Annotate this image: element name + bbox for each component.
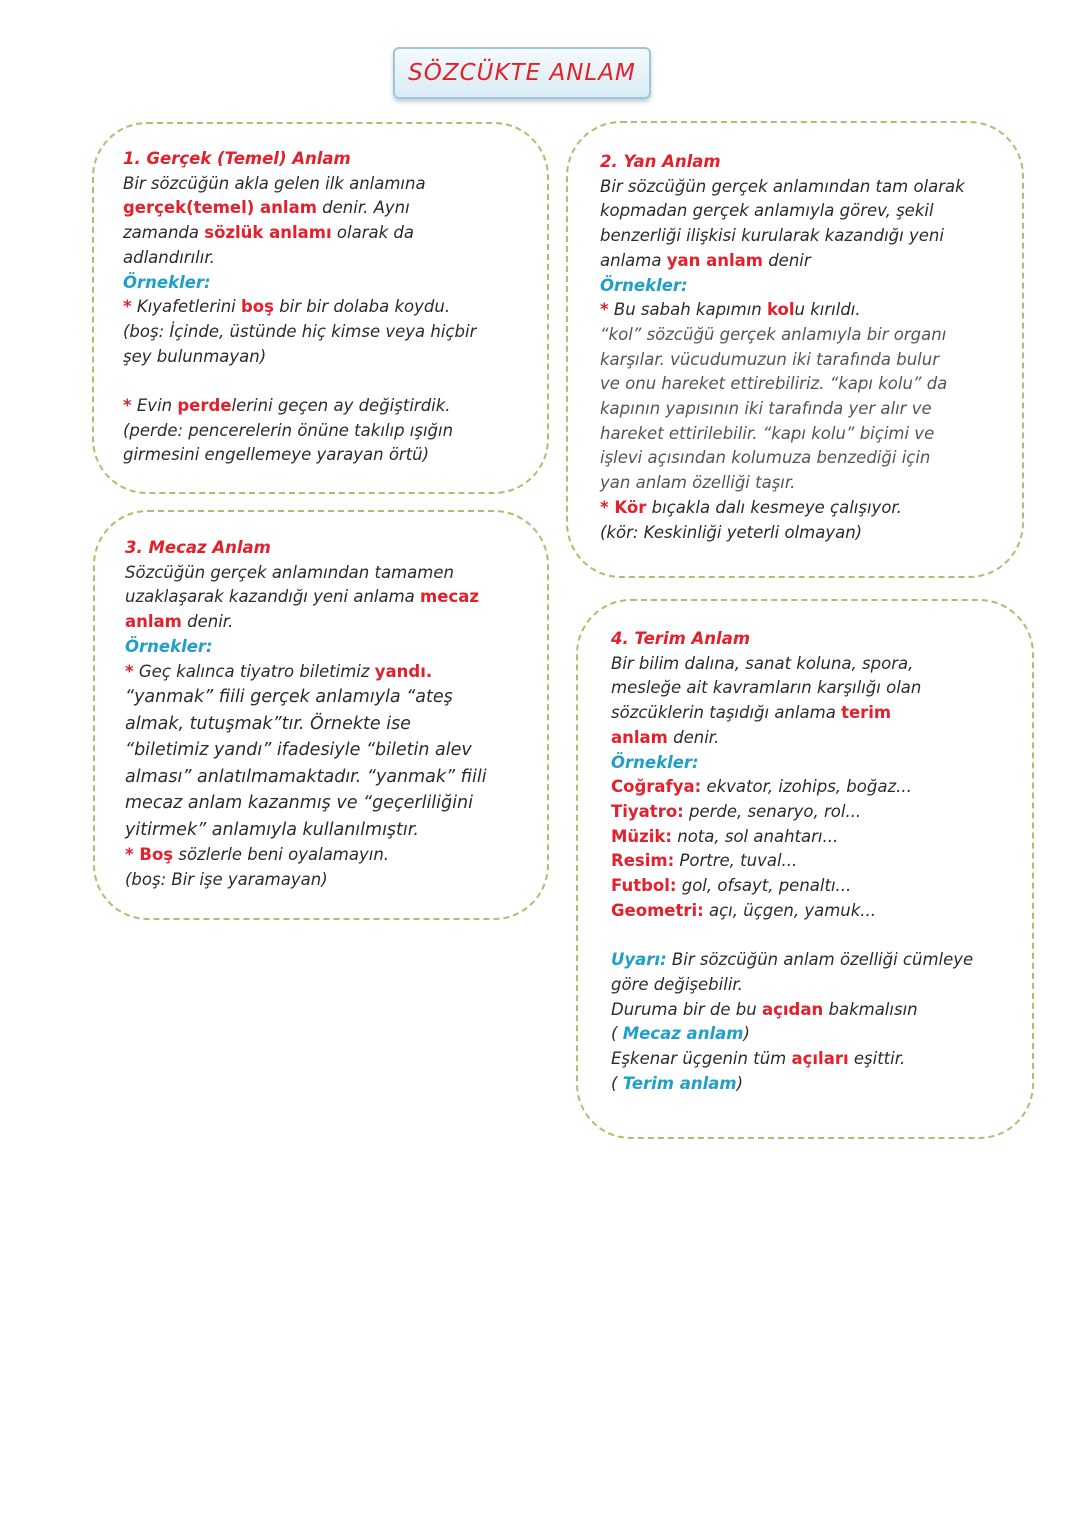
field-label: Resim:: [611, 851, 675, 871]
explanation-line: mecaz anlam kazanmış ve “geçerliliğini: [125, 793, 473, 814]
example: * Bu sabah kapımın kolu kırıldı.: [600, 300, 861, 320]
keyword: Boş: [133, 845, 174, 865]
field-label: Coğrafya:: [611, 777, 702, 797]
field-label: Müzik:: [611, 826, 672, 846]
examples-label: Örnekler:: [600, 275, 688, 295]
mecaz-line: anlam denir.: [125, 612, 234, 632]
term-example: Coğrafya: ekvator, izohips, boğaz...: [611, 777, 912, 797]
keyword: mecaz: [420, 587, 479, 607]
keyword: gerçek(temel) anlam: [123, 198, 317, 218]
examples-label: Örnekler:: [123, 272, 211, 292]
keyword: anlam: [611, 727, 668, 747]
terim-line: anlam denir.: [611, 727, 720, 747]
gercek-heading: 1. Gerçek (Temel) Anlam: [123, 149, 351, 168]
field-label: Geometri:: [611, 900, 704, 920]
gercek-line: Bir sözcüğün akla gelen ilk anlamına: [123, 173, 426, 193]
terim-line: Bir bilim dalına, sanat koluna, spora,: [611, 653, 914, 673]
warning-line: Uyarı: Bir sözcüğün anlam özelliği cümleye: [611, 950, 974, 970]
example: * Boş sözlerle beni oyalamayın.: [125, 845, 390, 865]
explanation-line: kapının yapısının iki tarafında yer alır ve: [600, 399, 932, 419]
explanation-line: ve onu hareket ettirebiliriz. “kapı kolu” da: [600, 374, 948, 394]
yan-line: Bir sözcüğün gerçek anlamından tam olarak: [600, 176, 965, 196]
yan-line: kopmadan gerçek anlamıyla görev, şekil: [600, 201, 934, 221]
explanation-line: “kol” sözcüğü gerçek anlamıyla bir organı: [600, 324, 947, 344]
terim-heading: 4. Terim Anlam: [611, 629, 751, 648]
warning-line: göre değişebilir.: [611, 974, 743, 994]
term-example: Futbol: gol, ofsayt, penaltı...: [611, 876, 852, 896]
example: * Kör bıçakla dalı kesmeye çalışıyor.: [600, 497, 902, 517]
explanation-line: yitirmek” anlamıyla kullanılmıştır.: [125, 819, 419, 840]
mecaz-line: uzaklaşarak kazandığı yeni anlama mecaz: [125, 587, 479, 607]
keyword: perde: [177, 396, 232, 416]
example-note: girmesini engellemeye yarayan örtü): [123, 445, 430, 465]
term-example: Geometri: açı, üçgen, yamuk...: [611, 900, 877, 920]
yan-heading: 2. Yan Anlam: [600, 152, 721, 171]
keyword: anlam: [125, 612, 182, 632]
terim-line: mesleğe ait kavramların karşılığı olan: [611, 678, 922, 698]
mecaz-line: Sözcüğün gerçek anlamından tamamen: [125, 562, 454, 582]
explanation-line: işlevi açısından kolumuza benzediği için: [600, 448, 931, 468]
field-label: Futbol:: [611, 876, 677, 896]
example: * Geç kalınca tiyatro biletimiz yandı.: [125, 661, 433, 681]
bullet-star: *: [125, 845, 134, 865]
keyword: boş: [241, 297, 274, 317]
gercek-content: [123, 147, 476, 468]
warning-line: Eşkenar üçgenin tüm açıları eşittir.: [611, 1048, 906, 1068]
explanation-line: “yanmak” fiili gerçek anlamıyla “ateş: [125, 687, 453, 708]
keyword: yan anlam: [666, 250, 763, 270]
keyword: terim: [841, 703, 892, 723]
keyword: yandı.: [374, 661, 433, 681]
warning-line: ( Mecaz anlam): [611, 1024, 750, 1044]
keyword: Kör: [608, 497, 647, 517]
yan-line: anlama yan anlam denir: [600, 250, 811, 270]
field-label: Tiyatro:: [611, 801, 684, 821]
bullet-star: *: [123, 396, 132, 416]
term-example: Müzik: nota, sol anahtarı...: [611, 826, 839, 846]
warning-line: Duruma bir de bu açıdan bakmalısın: [611, 999, 918, 1019]
examples-label: Örnekler:: [125, 636, 213, 656]
mecaz-content: [125, 536, 487, 893]
keyword: açıları: [791, 1048, 849, 1068]
gercek-line: adlandırılır.: [123, 247, 215, 267]
explanation-line: yan anlam özelliği taşır.: [600, 473, 796, 493]
bullet-star: *: [600, 497, 609, 517]
explanation-line: karşılar. vücudumuzun iki tarafında bulur: [600, 349, 939, 369]
example: * Evin perdelerini geçen ay değiştirdik.: [123, 396, 451, 416]
term-example: Tiyatro: perde, senaryo, rol...: [611, 801, 862, 821]
example-note: (boş: İçinde, üstünde hiç kimse veya hiçbir: [123, 321, 477, 341]
example: * Kıyafetlerini boş bir bir dolaba koydu.: [123, 297, 451, 317]
example-note: şey bulunmayan): [123, 346, 267, 366]
warning-label: Uyarı:: [611, 950, 667, 970]
explanation-line: alması” anlatılmamaktadır. “yanmak” fiili: [125, 766, 487, 787]
example-note: (kör: Keskinliği yeterli olmayan): [600, 522, 863, 542]
bullet-star: *: [123, 297, 132, 317]
meaning-type: Mecaz anlam: [622, 1024, 744, 1044]
keyword: sözlük anlamı: [204, 223, 332, 243]
meaning-type: Terim anlam: [622, 1073, 737, 1093]
gercek-line: gerçek(temel) anlam denir. Aynı: [123, 198, 410, 218]
explanation-line: almak, tutuşmak”tır. Örnekte ise: [125, 713, 411, 734]
gercek-line: zamanda sözlük anlamı olarak da: [123, 223, 414, 243]
explanation-line: hareket ettirilebilir. “kapı kolu” biçimi ve: [600, 423, 935, 443]
examples-label: Örnekler:: [611, 752, 699, 772]
example-note: (perde: pencerelerin önüne takılıp ışığın: [123, 420, 454, 440]
bullet-star: *: [600, 300, 609, 320]
yan-content: [600, 150, 965, 545]
example-note: (boş: Bir işe yaramayan): [125, 869, 328, 889]
terim-content: [611, 627, 973, 1096]
terim-line: sözcüklerin taşıdığı anlama terim: [611, 703, 892, 723]
keyword: açıdan: [761, 999, 824, 1019]
yan-line: benzerliği ilişkisi kurularak kazandığı yeni: [600, 226, 944, 246]
warning-line: ( Terim anlam): [611, 1073, 744, 1093]
bullet-star: *: [125, 661, 134, 681]
page-title: SÖZCÜKTE ANLAM: [408, 60, 636, 86]
title-banner: [393, 47, 651, 99]
keyword: kol: [767, 300, 795, 320]
explanation-line: “biletimiz yandı” ifadesiyle “biletin alev: [125, 740, 472, 761]
mecaz-heading: 3. Mecaz Anlam: [125, 538, 271, 557]
term-example: Resim: Portre, tuval...: [611, 851, 798, 871]
